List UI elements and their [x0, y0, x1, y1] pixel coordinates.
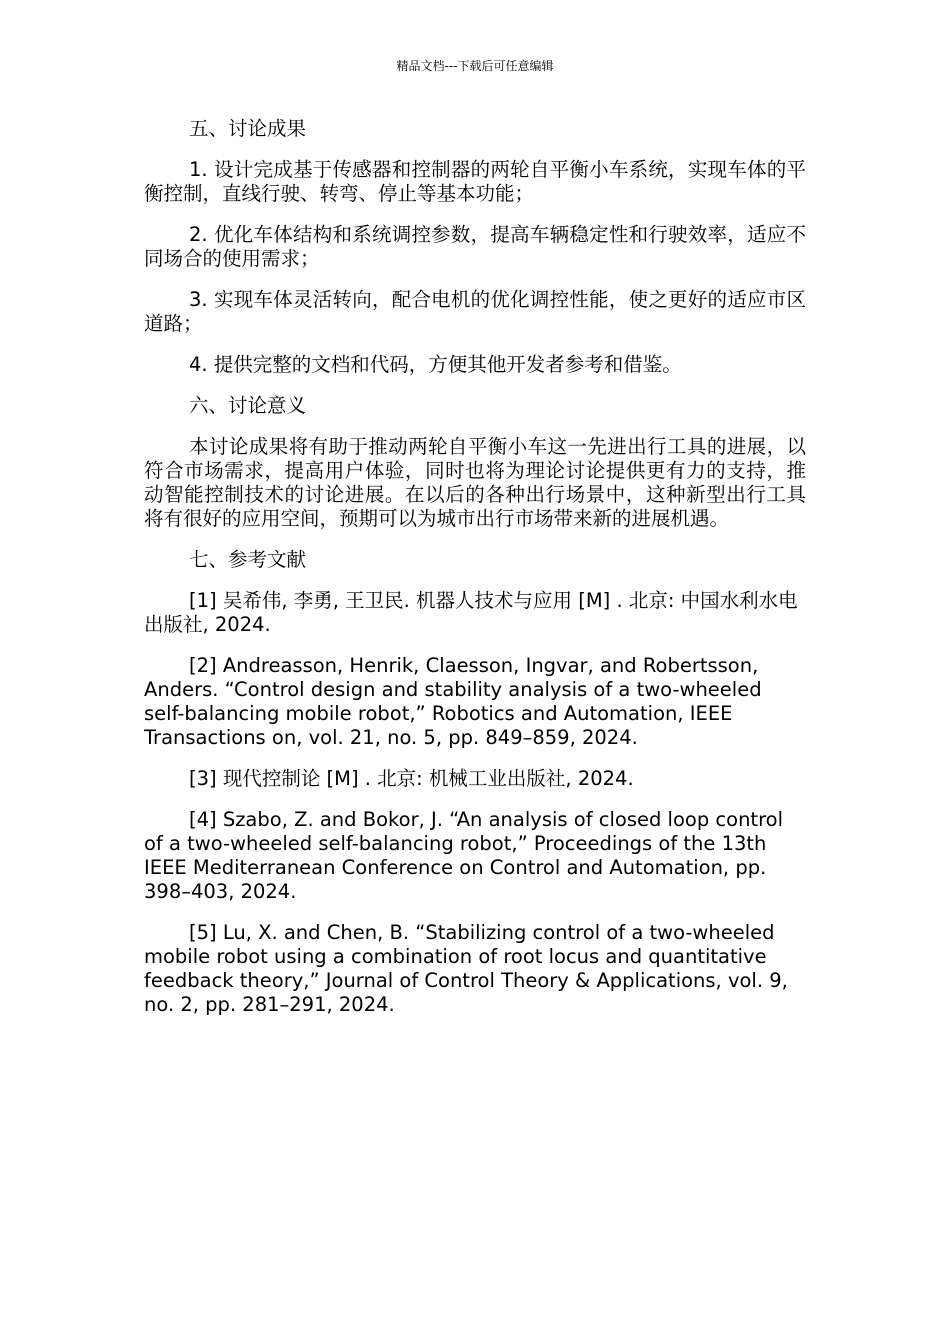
reference-item-1: [1] 吴希伟, 李勇, 王卫民. 机器人技术与应用 [M] . 北京: 中国水利水电出版社, 2024. — [144, 589, 798, 636]
section-heading-results: 五、讨论成果 — [189, 117, 307, 140]
reference-item-4: [4] Szabo, Z. and Bokor, J. “An analysis of closed loop control of a two-wheeled self-balancing robot,” Proceedings of the 13th IEEE Mediterranean Conference on Control and Automation, pp. 398–403, 2024. — [144, 808, 784, 903]
significance-paragraph: 本讨论成果将有助于推动两轮自平衡小车这一先进出行工具的进展，以符合市场需求，提高用户体验，同时也将为理论讨论提供更有力的支持，推动智能控制技术的讨论进展。在以后的各种出行场景中，这种新型出行工具将有很好的应用空间，预期可以为城市出行市场带来新的进展机遇。 — [144, 435, 806, 530]
result-item-4: 4. 提供完整的文档和代码，方便其他开发者参考和借鉴。 — [189, 353, 682, 376]
reference-item-2: [2] Andreasson, Henrik, Claesson, Ingvar, and Robertsson, Anders. “Control design and stability analysis of a two-wheeled self-balancing mobile robot,” Robotics and Automation, IEEE Transactions on, vol. 21, no. 5, pp. 849–859, 2024. — [144, 654, 762, 749]
reference-item-3: [3] 现代控制论 [M] . 北京: 机械工业出版社, 2024. — [189, 767, 634, 790]
result-item-3: 3. 实现车体灵活转向，配合电机的优化调控性能，使之更好的适应市区道路； — [144, 288, 806, 335]
section-heading-significance: 六、讨论意义 — [189, 394, 307, 417]
document-body — [144, 117, 806, 1034]
section-heading-references: 七、参考文献 — [189, 548, 307, 571]
result-item-2: 2. 优化车体结构和系统调控参数，提高车辆稳定性和行驶效率，适应不同场合的使用需求； — [144, 223, 806, 270]
result-item-1: 1. 设计完成基于传感器和控制器的两轮自平衡小车系统，实现车体的平衡控制，直线行驶、转弯、停止等基本功能； — [144, 158, 806, 205]
header-note: 精品文档---下载后可任意编辑 — [396, 59, 554, 73]
reference-item-5: [5] Lu, X. and Chen, B. “Stabilizing control of a two-wheeled mobile robot using a combination of root locus and quantitative feedback theory,” Journal of Control Theory & Applications, vol. 9, no. 2, pp. 281–291, 2024. — [144, 921, 788, 1016]
